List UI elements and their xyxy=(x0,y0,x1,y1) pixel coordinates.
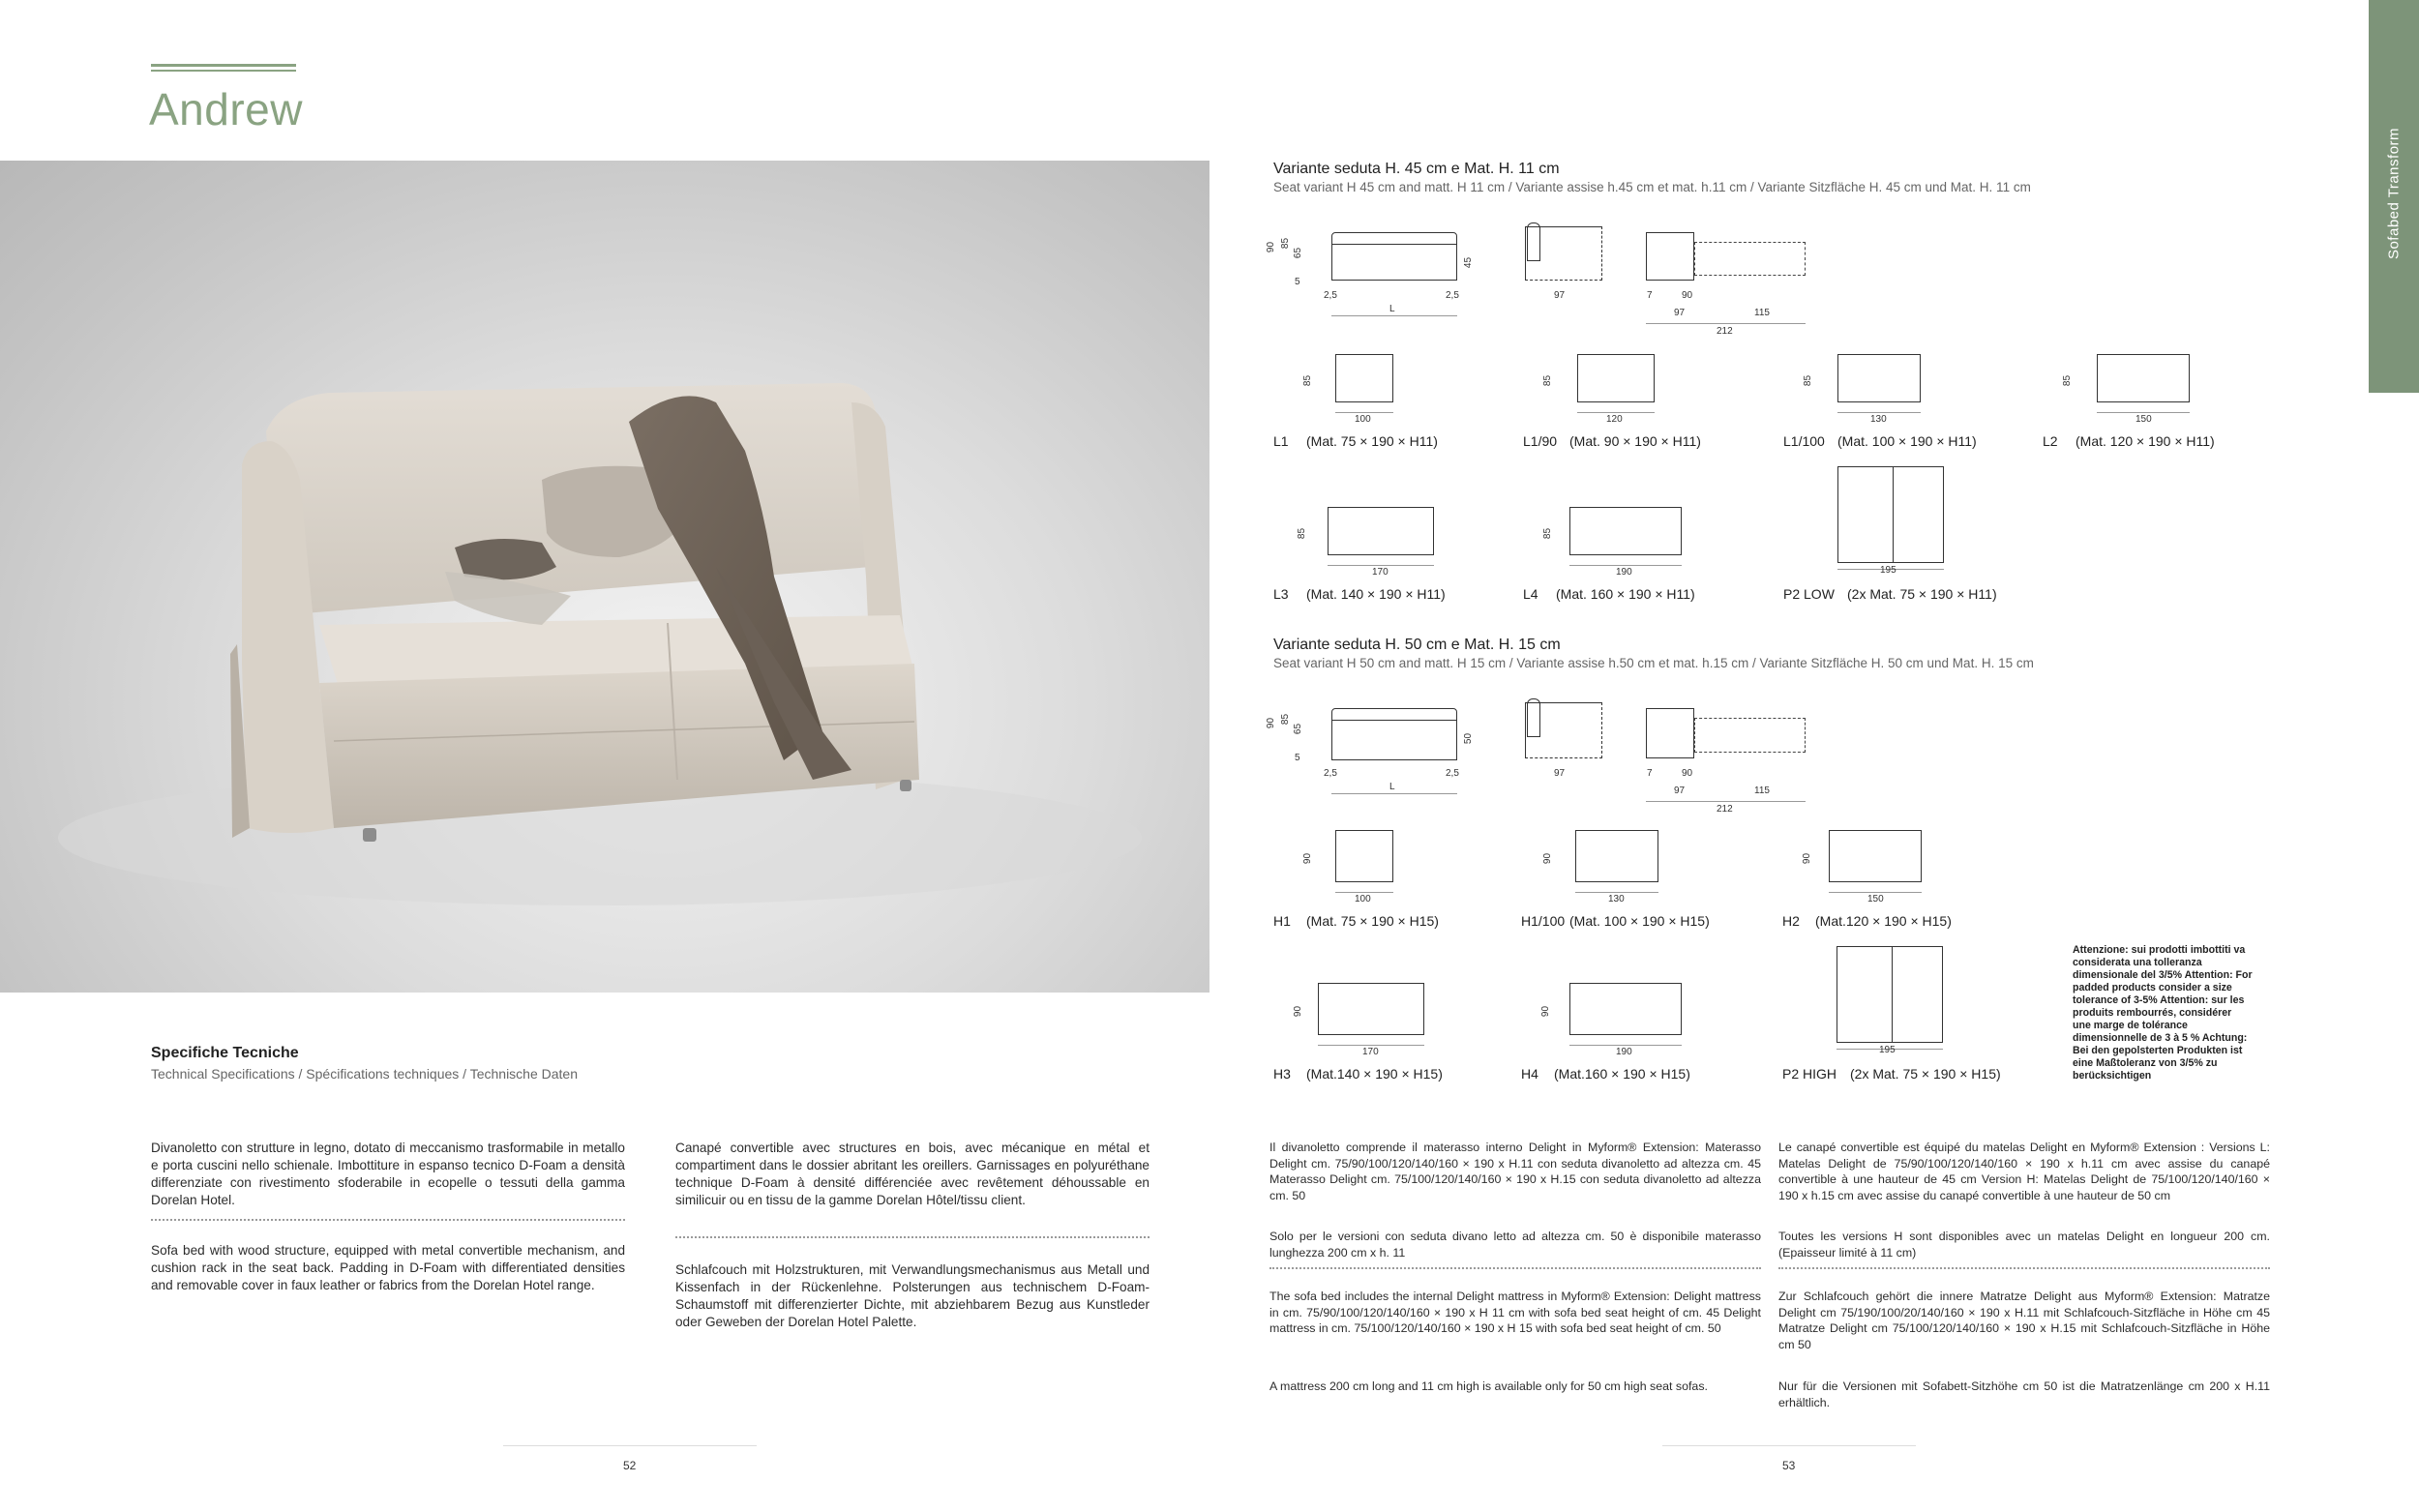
model-card xyxy=(1273,824,1486,931)
dim-line xyxy=(1328,565,1434,566)
model-width: 130 xyxy=(1870,414,1887,425)
model-drawing xyxy=(2097,354,2190,402)
model-mattress: (Mat.160 × 190 × H15) xyxy=(1554,1066,1690,1082)
model-code: L3 xyxy=(1273,586,1289,602)
model-width: 150 xyxy=(2135,414,2152,425)
mattress-de-1: Zur Schlafcouch gehört die innere Matratze Delight aus Myform® Extension: Matratze Delight cm 75/190/100/20/140/160 × 190 x H.11 mit Schlafcouch-Sitzfläche in Höhe cm 45 Matratze Delight cm 75/100/120/140/160 × 190 x H.15 mit Schlafcouch-Sitzfläche in Höhe cm 50 xyxy=(1778,1290,2270,1351)
model-mattress: (Mat.140 × 190 × H15) xyxy=(1306,1066,1443,1082)
dim-line xyxy=(2097,412,2190,413)
drawing-line xyxy=(1837,946,1893,1043)
variant-b-row-1 xyxy=(1273,824,2144,931)
model-height: 85 xyxy=(1297,527,1308,540)
model-width: 120 xyxy=(1606,414,1623,425)
description-en: Sofa bed with wood structure, equipped with metal convertible mechanism, and cushion rack in the seat back. Padding in D-Foam with differentiated densities and removable cover in faux leather or fabrics from the Dorelan Hotel range. xyxy=(151,1243,625,1292)
dim-97b: 97 xyxy=(1674,308,1686,318)
open-view-drawing xyxy=(1646,232,1694,281)
model-mattress: (Mat. 100 × 190 × H11) xyxy=(1837,433,1977,449)
model-drawing xyxy=(1837,354,1921,402)
dim-212: 212 xyxy=(1717,804,1733,815)
model-mattress: (Mat.120 × 190 × H15) xyxy=(1815,913,1952,929)
model-width: 130 xyxy=(1608,894,1625,904)
dim-line xyxy=(1331,315,1457,316)
description-de: Schlafcouch mit Holzstrukturen, mit Verwandlungsmechanismus aus Metall und Kissenfach in der Rückenlehne. Polsterungen aus technischem D-Foam-Schaumstoff mit differenzierter Dichte, mit abziehbarem Bezug aus Kunstleder oder Geweben der Dorelan Hotel Palette. xyxy=(675,1262,1150,1329)
dim-seat: 50 xyxy=(1463,732,1475,745)
model-code: H1/100 xyxy=(1521,913,1566,929)
variant-b-subtitle: Seat variant H 50 cm and matt. H 15 cm / Variante assise h.50 cm et mat. h.15 cm / Variante Sitzfläche H. 50 cm und Mat. H. 15 cm xyxy=(1273,656,2034,670)
model-width: 100 xyxy=(1355,414,1371,425)
mattress-it-1: Il divanoletto comprende il materasso interno Delight in Myform® Extension: Materasso Delight cm. 75/90/100/120/140/160 × 190 x H.11 con seduta divanoletto ad altezza cm. 45 Materasso Delight cm. 75/100/120/140/160 × 190 x H.15 con seduta divanoletto ad altezza cm. 50 xyxy=(1269,1141,1761,1202)
model-mattress: (Mat. 140 × 190 × H11) xyxy=(1306,586,1446,602)
model-height: 85 xyxy=(1542,374,1554,387)
spec-heading: Specifiche Tecniche xyxy=(151,1045,299,1061)
model-mattress: (Mat. 120 × 190 × H11) xyxy=(2076,433,2215,449)
description-it: Divanoletto con strutture in legno, dotato di meccanismo trasformabile in metallo e porta cuscini nello schienale. Imbottiture in espanso tecnico D-Foam a densità differenziate con rivestimento sfoderabile in ecopelle o tessuti della gamma Dorelan Hotel. xyxy=(151,1141,625,1207)
model-card xyxy=(1523,348,1746,455)
page-number-left: 52 xyxy=(623,1459,637,1472)
tolerance-note: Attenzione: sui prodotti imbottiti va considerata una tolleranza dimensionale del 3/5% Attention: For padded products consider a size tolerance of 3-5% Attention: sur les produits rembourrés, considérer une marge de tolérance dimensionnelle de 3 à 5 % Achtung: Bei den gepolsterten Produkten ist eine Maßtoleranz von 3/5% zu berücksichtigen xyxy=(2073,944,2253,1082)
dim-line xyxy=(1575,892,1658,893)
open-view-drawing xyxy=(1646,708,1694,758)
model-width: 190 xyxy=(1616,567,1632,578)
dim-a2: 2,5 xyxy=(1446,768,1459,779)
model-card xyxy=(2043,348,2294,455)
model-code: L1/90 xyxy=(1523,433,1558,449)
dim-7: 7 xyxy=(1647,290,1653,301)
model-height: 85 xyxy=(1542,527,1554,540)
model-code: L1 xyxy=(1273,433,1289,449)
dim-line xyxy=(1335,892,1393,893)
mattress-en-2: A mattress 200 cm long and 11 cm high is available only for 50 cm high seat sofas. xyxy=(1269,1379,1708,1393)
model-width: 170 xyxy=(1362,1047,1379,1057)
dim-7: 7 xyxy=(1647,768,1653,779)
drawing-line xyxy=(1837,466,1894,563)
dim-90: 90 xyxy=(1266,717,1277,729)
sofa-illustration xyxy=(0,161,1210,993)
model-mattress: (Mat. 100 × 190 × H15) xyxy=(1569,913,1710,929)
page-title: Andrew xyxy=(149,84,303,134)
dim-65: 65 xyxy=(1293,723,1304,735)
model-drawing xyxy=(1577,354,1655,402)
dim-line xyxy=(1829,892,1922,893)
model-drawing xyxy=(1575,830,1658,882)
model-card xyxy=(1273,464,1506,609)
product-photo xyxy=(0,161,1210,993)
variant-a-row-2 xyxy=(1273,464,2367,609)
side-backrest xyxy=(1527,222,1540,261)
model-drawing xyxy=(1829,830,1922,882)
model-card xyxy=(1273,348,1467,455)
model-drawing xyxy=(1335,354,1393,402)
model-height: 85 xyxy=(1803,374,1814,387)
model-mattress: (Mat. 90 × 190 × H11) xyxy=(1569,433,1701,449)
model-drawing xyxy=(1569,507,1682,555)
model-width: 170 xyxy=(1372,567,1389,578)
dim-90b: 90 xyxy=(1682,290,1693,301)
side-tab xyxy=(2369,0,2419,393)
model-card xyxy=(1783,464,2035,609)
model-drawing xyxy=(1318,983,1424,1035)
model-height: 90 xyxy=(1302,852,1314,865)
mattress-fr-1: Le canapé convertible est équipé du matelas Delight en Myform® Extension : Versions L: Matelas Delight de 75/90/100/120/140/160 × 190 x h.11 cm avec assise du canapé convertible à une hauteur de 45 cm Version H: Matelas Delight de 75/100/120/140/160 × 190 x h.15 cm avec assise du canapé convertible à une hauteur de 50 cm xyxy=(1778,1141,2270,1202)
model-card xyxy=(1782,824,2034,931)
model-code: P2 LOW xyxy=(1783,586,1835,602)
dim-5: 5 xyxy=(1295,753,1300,763)
model-card xyxy=(1521,940,1753,1085)
mattress-de-2: Nur für die Versionen mit Sofabett-Sitzhöhe cm 50 ist die Matratzenlänge cm 200 x H.11 erhältlich. xyxy=(1778,1379,2270,1409)
dim-90: 90 xyxy=(1266,241,1277,253)
mattress-en-1: The sofa bed includes the internal Delight mattress in Myform® Extension: Delight mattress in cm. 75/90/100/120/140/160 × 190 x H 11 cm with sofa bed seat height of cm. 45 Delight mattress in cm. 75/100/120/140/160 × 190 x H 15 with sofa bed seat height of cm. 50 xyxy=(1269,1290,1761,1335)
dim-line xyxy=(1837,412,1921,413)
model-width: 190 xyxy=(1616,1047,1632,1057)
model-height: 85 xyxy=(2062,374,2074,387)
variant-a-row-1 xyxy=(1273,348,2367,455)
model-width: 100 xyxy=(1355,894,1371,904)
model-width: 195 xyxy=(1879,1045,1896,1055)
dim-line xyxy=(1569,565,1682,566)
drawing-line xyxy=(1331,244,1457,245)
mattress-fr-2: Toutes les versions H sont disponibles avec un matelas Delight en longueur 200 cm. (Epaisseur limité à 11 cm) xyxy=(1778,1230,2270,1260)
model-code: H2 xyxy=(1782,913,1800,929)
description-fr: Canapé convertible avec structures en bois, avec mécanique en métal et compartiment dans le dossier abritant les oreillers. Garnissages en polyuréthane technique D-Foam à densité différenciée avec revêtement déhoussable en similicuir ou en tissu de la gamme Dorelan Hôtel/tissu client. xyxy=(675,1141,1150,1207)
dim-97: 97 xyxy=(1554,768,1566,779)
dim-line xyxy=(1331,793,1457,794)
dim-line xyxy=(1569,1045,1682,1046)
model-width: 150 xyxy=(1867,894,1884,904)
open-bed-drawing xyxy=(1694,718,1806,753)
model-code: L4 xyxy=(1523,586,1538,602)
model-mattress: (Mat. 75 × 190 × H15) xyxy=(1306,913,1439,929)
front-view-drawing xyxy=(1331,232,1457,281)
variant-b-row-2 xyxy=(1273,940,2144,1085)
model-mattress: (Mat. 75 × 190 × H11) xyxy=(1306,433,1438,449)
dim-5: 5 xyxy=(1295,277,1300,287)
model-height: 85 xyxy=(1302,374,1314,387)
model-card xyxy=(1782,940,2034,1085)
model-code: L2 xyxy=(2043,433,2058,449)
dim-90b: 90 xyxy=(1682,768,1693,779)
page-number-right: 53 xyxy=(1782,1459,1796,1472)
model-height: 90 xyxy=(1293,1005,1304,1018)
model-mattress: (2x Mat. 75 × 190 × H15) xyxy=(1850,1066,2001,1082)
model-code: L1/100 xyxy=(1783,433,1825,449)
mattress-it-2: Solo per le versioni con seduta divano letto ad altezza cm. 50 è disponibile materasso lunghezza 200 cm x h. 11 xyxy=(1269,1230,1761,1260)
dim-line xyxy=(1646,801,1806,802)
dim-a1: 2,5 xyxy=(1324,768,1337,779)
variant-a-title: Variante seduta H. 45 cm e Mat. H. 11 cm xyxy=(1273,161,1560,177)
model-drawing xyxy=(1328,507,1434,555)
dotted-divider xyxy=(151,1219,625,1221)
side-tab-label: Sofabed Transform xyxy=(2385,127,2403,260)
model-card xyxy=(1783,348,2016,455)
dim-line xyxy=(1577,412,1655,413)
dim-85: 85 xyxy=(1280,713,1292,726)
variant-b-profile-drawings xyxy=(1266,679,1951,815)
dotted-divider xyxy=(1778,1267,2270,1269)
dim-115: 115 xyxy=(1754,786,1770,796)
dim-line xyxy=(1318,1045,1424,1046)
dim-L: L xyxy=(1389,304,1395,314)
model-card xyxy=(1523,464,1755,609)
model-height: 90 xyxy=(1540,1005,1552,1018)
model-height: 90 xyxy=(1802,852,1813,865)
dim-a1: 2,5 xyxy=(1324,290,1337,301)
variant-a-subtitle: Seat variant H 45 cm and matt. H 11 cm / Variante assise h.45 cm et mat. h.11 cm / Variante Sitzfläche H. 45 cm und Mat. H. 11 cm xyxy=(1273,180,2031,194)
model-code: P2 HIGH xyxy=(1782,1066,1837,1082)
drawing-line xyxy=(1331,720,1457,721)
variant-a-profile-drawings xyxy=(1266,203,1951,339)
model-width: 195 xyxy=(1880,565,1896,576)
model-mattress: (Mat. 160 × 190 × H11) xyxy=(1556,586,1695,602)
spec-subheading: Technical Specifications / Spécifications techniques / Technische Daten xyxy=(151,1066,578,1082)
model-card xyxy=(1273,940,1506,1085)
model-height: 90 xyxy=(1542,852,1554,865)
dim-seat: 45 xyxy=(1463,256,1475,269)
dim-97b: 97 xyxy=(1674,786,1686,796)
side-backrest xyxy=(1527,698,1540,737)
dim-85: 85 xyxy=(1280,237,1292,250)
model-mattress: (2x Mat. 75 × 190 × H11) xyxy=(1847,586,1997,602)
model-card xyxy=(1521,824,1753,931)
dim-L: L xyxy=(1389,782,1395,792)
title-rule xyxy=(151,64,296,72)
dim-115: 115 xyxy=(1754,308,1770,318)
front-view-drawing xyxy=(1331,708,1457,760)
variant-b-title: Variante seduta H. 50 cm e Mat. H. 15 cm xyxy=(1273,637,1561,653)
dotted-divider xyxy=(675,1236,1150,1238)
dim-212: 212 xyxy=(1717,326,1733,337)
model-code: H3 xyxy=(1273,1066,1291,1082)
model-drawing xyxy=(1569,983,1682,1035)
model-code: H4 xyxy=(1521,1066,1538,1082)
footer-rule xyxy=(503,1445,757,1446)
footer-rule xyxy=(1662,1445,1916,1446)
dim-a2: 2,5 xyxy=(1446,290,1459,301)
open-bed-drawing xyxy=(1694,242,1806,276)
dim-65: 65 xyxy=(1293,247,1304,259)
dotted-divider xyxy=(1269,1267,1761,1269)
dim-line xyxy=(1646,323,1806,324)
dim-line xyxy=(1335,412,1393,413)
model-drawing xyxy=(1335,830,1393,882)
model-code: H1 xyxy=(1273,913,1291,929)
dim-97: 97 xyxy=(1554,290,1566,301)
